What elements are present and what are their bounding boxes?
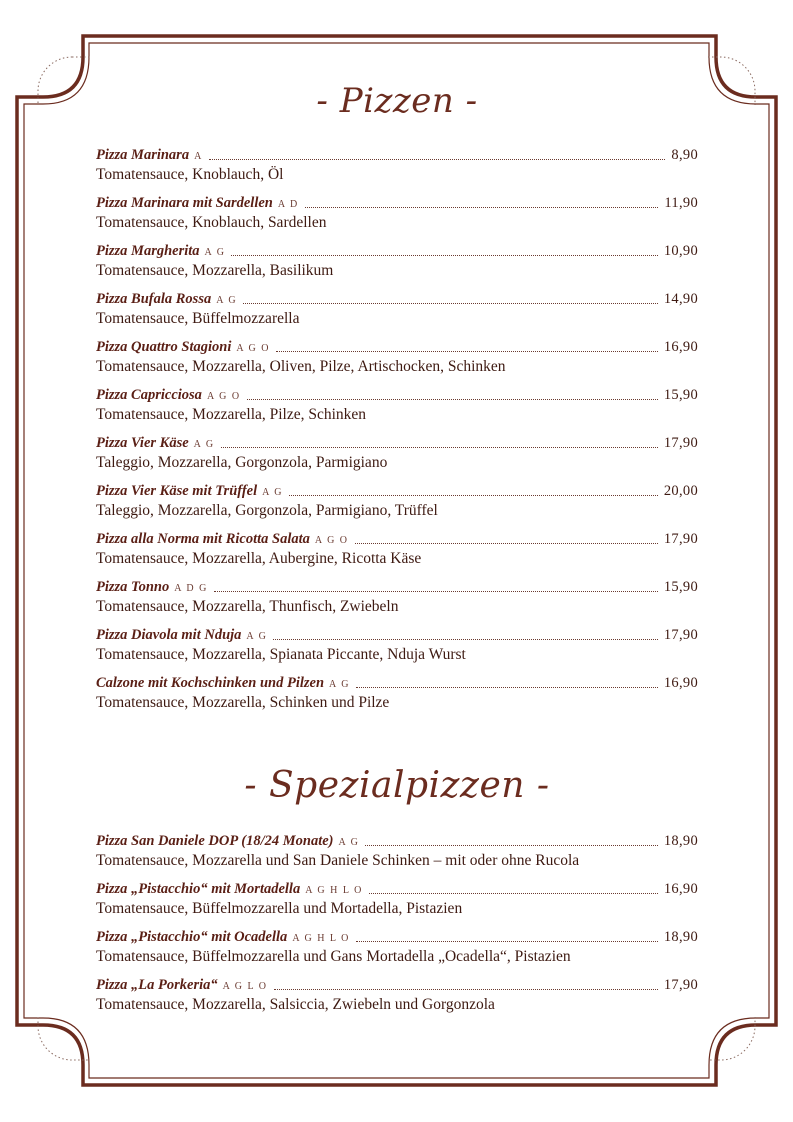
menu-item-name: Pizza Diavola mit Nduja [96,627,242,643]
menu-item-price: 14,90 [663,291,698,307]
spezialpizzen-list [96,831,698,1023]
menu-item-price: 11,90 [664,195,698,211]
menu-item [96,625,698,673]
menu-item-name: Pizza Margherita [96,243,200,259]
dotted-leader [273,638,658,640]
menu-item-line [96,927,698,947]
menu-item-line [96,385,698,405]
menu-item-line [96,673,698,693]
menu-item-allergens: A G H L O [292,933,350,944]
menu-item [96,241,698,289]
menu-item-description: Tomatensauce, Mozzarella, Basilikum [96,262,334,279]
menu-item-description: Tomatensauce, Mozzarella, Spianata Piccante, Nduja Wurst [96,646,466,663]
menu-item-allergens: A G [329,679,350,690]
dotted-leader [365,844,657,846]
section-title-spezialpizzen: - Spezialpizzen - [244,765,550,806]
menu-item [96,337,698,385]
menu-item [96,385,698,433]
menu-item-name: Pizza Marinara [96,147,190,163]
dotted-leader [243,302,658,304]
menu-item-description: Tomatensauce, Mozzarella, Oliven, Pilze, Artischocken, Schinken [96,358,506,375]
menu-item-allergens: A D [277,199,299,210]
menu-item-price: 17,90 [663,627,698,643]
menu-item [96,927,698,975]
dotted-leader [274,988,658,990]
dotted-leader [247,398,658,400]
menu-item-name: Pizza Marinara mit Sardellen [96,195,273,211]
menu-item-description: Tomatensauce, Mozzarella und San Daniele Schinken – mit oder ohne Rucola [96,852,580,869]
menu-item-price: 8,90 [671,147,698,163]
dotted-leader [305,206,659,208]
menu-item-allergens: A [194,151,203,162]
menu-item-name: Pizza alla Norma mit Ricotta Salata [96,531,310,547]
menu-page [96,0,698,1122]
menu-item-line [96,481,698,501]
menu-item-line [96,289,698,309]
menu-item [96,975,698,1023]
menu-item-price: 16,90 [663,675,698,691]
menu-item-description: Tomatensauce, Mozzarella, Thunfisch, Zwiebeln [96,598,399,615]
menu-item-allergens: A D G [174,583,208,594]
menu-item-allergens: A G [216,295,238,306]
menu-item-description: Tomatensauce, Mozzarella, Pilze, Schinken [96,406,367,423]
dotted-leader [355,542,658,544]
menu-item-line [96,145,698,165]
menu-item [96,879,698,927]
menu-item [96,673,698,721]
menu-item-price: 15,90 [663,579,698,595]
menu-item-line [96,433,698,453]
menu-item-allergens: A G [262,487,284,498]
menu-item-description: Tomatensauce, Mozzarella, Salsiccia, Zwiebeln und Gorgonzola [96,996,495,1013]
menu-item-allergens: A G O [206,391,241,402]
menu-item-allergens: A G L O [222,981,268,992]
menu-item-line [96,831,698,851]
menu-item-name: Pizza Vier Käse mit Trüffel [96,483,258,499]
menu-item-line [96,337,698,357]
menu-item-description: Taleggio, Mozzarella, Gorgonzola, Parmigiano, Trüffel [96,502,438,519]
menu-item-description: Tomatensauce, Büffelmozzarella und Mortadella, Pistazien [96,900,463,917]
menu-item [96,145,698,193]
menu-item-name: Pizza Vier Käse [96,435,189,451]
dotted-leader [231,254,657,256]
dotted-leader [356,940,658,942]
pizzen-list [96,145,698,721]
menu-item-allergens: A G [204,247,226,258]
dotted-leader [209,158,666,160]
menu-item-description: Tomatensauce, Mozzarella, Aubergine, Ricotta Käse [96,550,422,567]
menu-item [96,529,698,577]
menu-item-price: 17,90 [663,977,698,993]
dotted-leader [289,494,658,496]
menu-item-allergens: A G [193,439,215,450]
menu-item-name: Pizza Bufala Rossa [96,291,212,307]
menu-item-price: 20,00 [663,483,698,499]
dotted-leader [369,892,658,894]
menu-item-name: Pizza San Daniele DOP (18/24 Monate) [96,833,334,849]
menu-item-price: 17,90 [663,435,698,451]
menu-item-price: 17,90 [663,531,698,547]
menu-item-allergens: A G [338,837,360,848]
menu-item-price: 10,90 [663,243,698,259]
section-title-pizzen: - Pizzen - [316,81,478,121]
menu-item-price: 15,90 [663,387,698,403]
menu-item-description: Tomatensauce, Knoblauch, Sardellen [96,214,327,231]
menu-item [96,193,698,241]
menu-item-price: 18,90 [663,833,698,849]
menu-item-line [96,625,698,645]
menu-item [96,577,698,625]
menu-item-name: Pizza „Pistacchio“ mit Ocadella [96,929,288,945]
menu-item-line [96,193,698,213]
menu-item-description: Taleggio, Mozzarella, Gorgonzola, Parmigiano [96,454,388,471]
dotted-leader [356,686,658,688]
menu-item-price: 16,90 [663,881,698,897]
dotted-leader [221,446,658,448]
dotted-leader [214,590,658,592]
menu-item-allergens: A G O [236,343,270,354]
menu-item-description: Tomatensauce, Büffelmozzarella und Gans Mortadella „Ocadella“, Pistazien [96,948,571,965]
menu-item-name: Calzone mit Kochschinken und Pilzen [96,675,325,691]
menu-item-line [96,241,698,261]
menu-item [96,289,698,337]
menu-item-name: Pizza „Pistacchio“ mit Mortadella [96,881,301,897]
menu-item-description: Tomatensauce, Büffelmozzarella [96,310,300,327]
menu-item [96,831,698,879]
menu-item [96,481,698,529]
menu-item-price: 16,90 [663,339,698,355]
dotted-leader [276,350,658,352]
menu-item-line [96,577,698,597]
menu-item-name: Pizza Quattro Stagioni [96,339,232,355]
menu-item-description: Tomatensauce, Knoblauch, Öl [96,166,284,183]
menu-item-price: 18,90 [663,929,698,945]
menu-item-line [96,529,698,549]
menu-item-name: Pizza Tonno [96,579,170,595]
menu-item-allergens: A G H L O [305,885,363,896]
menu-item [96,433,698,481]
menu-item-allergens: A G O [314,535,349,546]
menu-item-line [96,975,698,995]
menu-item-name: Pizza Capricciosa [96,387,202,403]
menu-item-name: Pizza „La Porkeria“ [96,977,218,993]
menu-item-description: Tomatensauce, Mozzarella, Schinken und Pilze [96,694,390,711]
menu-item-allergens: A G [246,631,268,642]
menu-item-line [96,879,698,899]
